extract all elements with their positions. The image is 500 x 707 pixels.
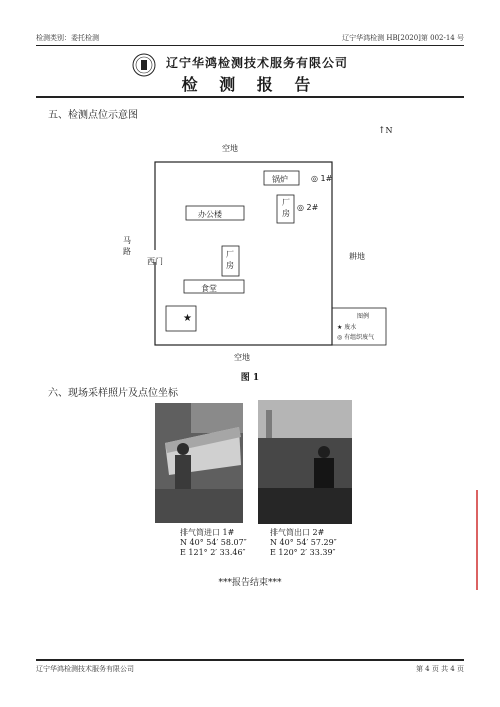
wastewater-star-icon: ★ xyxy=(183,313,192,324)
photo-1-caption xyxy=(180,528,247,558)
section5-title: 五、检测点位示意图 xyxy=(48,110,138,121)
legend-exhaust: ◎ 有组织废气 xyxy=(337,334,375,341)
section6-title: 六、现场采样照片及点位坐标 xyxy=(48,388,178,399)
point-1-label: ◎ 1# xyxy=(311,174,333,183)
north-arrow xyxy=(378,126,393,136)
photo-1-latitude: N 40° 54′ 58.07″ xyxy=(180,538,247,547)
point-2-label: ◎ 2# xyxy=(297,203,319,212)
label-bottom-open-land: 空地 xyxy=(234,353,250,362)
label-top-open-land: 空地 xyxy=(222,144,238,153)
label-office: 办公楼 xyxy=(198,210,222,219)
header-report-number: 辽宁华鸿检测 HB[2020]第 002-14 号 xyxy=(342,34,464,42)
footer-rule xyxy=(36,659,464,661)
north-arrow-icon: ↑ xyxy=(378,126,386,136)
legend-title: 图例 xyxy=(357,313,370,320)
label-boiler: 锅炉 xyxy=(272,175,288,184)
sampling-photo-2 xyxy=(258,400,352,524)
legend-wastewater: ★ 废水 xyxy=(337,324,357,331)
company-name: 辽宁华鸿检测技术服务有限公司 xyxy=(166,56,349,70)
photo-1-title: 排气筒进口 1# xyxy=(180,528,235,537)
photo-2-caption xyxy=(270,528,337,558)
title-rule xyxy=(36,96,464,98)
site-boundary xyxy=(155,162,332,345)
photo-1-longitude: E 121° 2′ 33.46″ xyxy=(180,548,246,557)
photo-2-longitude: E 120° 2′ 33.39″ xyxy=(270,548,336,557)
figure-label: 图 1 xyxy=(240,373,260,383)
sampling-photo-1 xyxy=(155,403,243,523)
label-factory-1: 厂房 xyxy=(282,198,290,218)
report-title: 检 测 报 告 xyxy=(181,75,319,94)
header-category: 检测类别：委托检测 xyxy=(36,34,99,42)
company-stamp xyxy=(476,490,500,590)
footer-page-number: 第 4 页 共 4 页 xyxy=(415,665,464,673)
label-west-gate: 西门 xyxy=(147,257,163,266)
footer-company: 辽宁华鸿检测技术服务有限公司 xyxy=(36,665,134,673)
label-farmland: 耕地 xyxy=(349,252,365,261)
header-rule xyxy=(36,45,464,46)
label-canteen: 食堂 xyxy=(201,284,217,293)
north-label: N xyxy=(385,126,393,135)
report-end: ***报告结束*** xyxy=(218,578,282,588)
photo-2-title: 排气筒出口 2# xyxy=(270,528,325,537)
label-road: 马路 xyxy=(123,236,131,256)
photo-2-latitude: N 40° 54′ 57.29″ xyxy=(270,538,337,547)
label-factory-2: 厂房 xyxy=(226,250,234,270)
